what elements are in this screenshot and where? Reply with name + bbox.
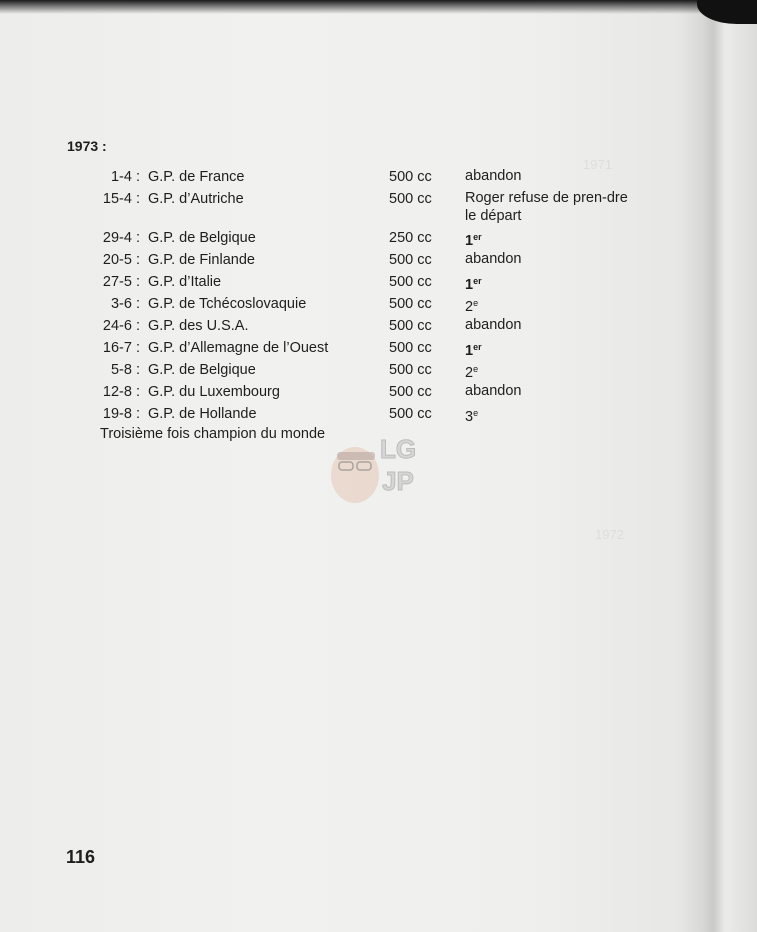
race-outcome-value: Roger refuse de pren-dre le départ (465, 190, 628, 224)
race-outcome (465, 383, 630, 401)
race-outcome (465, 405, 630, 427)
engine-class: 500 cc (389, 384, 432, 400)
race-result-row (0, 227, 680, 249)
grand-prix-name: G.P. de Finlande (148, 252, 255, 268)
page-gutter (678, 0, 757, 932)
race-result-row (0, 271, 680, 293)
page-number: 116 (66, 847, 96, 867)
race-date: 29-4 : (102, 230, 140, 246)
race-date: 3-6 : (110, 296, 140, 312)
top-edge-shadow (0, 0, 757, 14)
race-date: 1-4 : (110, 169, 140, 185)
race-date: 19-8 : (102, 406, 140, 422)
race-date: 15-4 : (102, 191, 140, 207)
race-outcome-value: abandon (465, 168, 522, 184)
engine-class: 500 cc (389, 296, 432, 312)
engine-class: 500 cc (389, 318, 432, 334)
race-outcome-value: 1 (465, 343, 474, 359)
results-list (0, 166, 680, 425)
race-outcome-value: abandon (465, 383, 522, 399)
race-result-row (0, 293, 680, 315)
race-date: 16-7 : (102, 340, 140, 356)
race-outcome-value: 2 (465, 365, 474, 381)
ordinal-suffix: er (473, 276, 482, 286)
race-result-row (0, 315, 680, 337)
grand-prix-name: G.P. de France (148, 169, 245, 185)
engine-class: 500 cc (389, 362, 432, 378)
grand-prix-name: G.P. de Belgique (148, 362, 256, 378)
race-outcome (465, 251, 630, 269)
engine-class: 500 cc (389, 252, 432, 268)
race-outcome-value: 3 (465, 409, 474, 425)
grand-prix-name: G.P. de Tchécoslovaquie (148, 296, 307, 312)
race-result-row (0, 381, 680, 403)
race-date: 27-5 : (102, 274, 140, 290)
race-outcome-value: abandon (465, 317, 522, 333)
engine-class: 500 cc (389, 169, 432, 185)
engine-class: 500 cc (389, 406, 432, 422)
race-result-row (0, 166, 680, 188)
championship-note: Troisième fois champion du monde (100, 426, 326, 442)
race-date: 20-5 : (102, 252, 140, 268)
grand-prix-name: G.P. de Hollande (148, 406, 257, 422)
grand-prix-name: G.P. d’Autriche (148, 191, 244, 207)
race-result-row (0, 188, 680, 227)
race-outcome-value: 1 (465, 277, 474, 293)
race-result-row (0, 403, 680, 425)
ordinal-suffix: er (473, 232, 482, 242)
race-date: 24-6 : (102, 318, 140, 334)
svg-text:LG: LG (379, 434, 417, 464)
engine-class: 500 cc (389, 191, 432, 207)
engine-class: 250 cc (389, 230, 432, 246)
race-outcome-value: 1 (465, 233, 474, 249)
ordinal-suffix: e (473, 364, 479, 374)
race-outcome (465, 295, 630, 317)
race-outcome-value: abandon (465, 251, 522, 267)
race-outcome (465, 229, 630, 251)
race-result-row (0, 337, 680, 359)
book-page: 1973 : 1-4 : G.P. de France 500 cc abandon 15-4 : G.P. d’Autriche 500 cc Roger refuse de pren-dre le départ 29-4 : G.P. de Belgique 250 cc 1er 20-5 : G.P. de Finlande 500 cc abandon 27-5 : G.P. d’Italie 500 cc 1er 3-6 : G.P. de Tchécoslovaquie 500 cc 2e 24-6 : G.P. des U.S.A. 500 cc abandon 16-7 : G.P. d’Allemagne de l’Ouest 500 cc 1er 5-8 : G.P. de Belgique 500 cc 2e 12-8 : G.P. du Luxembourg 500 cc abandon 19-8 : G.P. de Hollande 500 cc 3e Troisième fois champion du monde LG JP 1971 1972 116 (0, 0, 757, 932)
race-outcome (465, 317, 630, 335)
grand-prix-name: G.P. des U.S.A. (148, 318, 249, 334)
race-outcome (465, 190, 630, 225)
grand-prix-name: G.P. du Luxembourg (148, 384, 280, 400)
race-result-row (0, 249, 680, 271)
race-outcome-value: 2 (465, 299, 474, 315)
race-date: 5-8 : (110, 362, 140, 378)
grand-prix-name: G.P. de Belgique (148, 230, 256, 246)
ordinal-suffix: e (473, 298, 479, 308)
watermark-logo (330, 430, 430, 505)
race-result-row (0, 359, 680, 381)
race-outcome (465, 273, 630, 295)
ordinal-suffix: e (473, 408, 479, 418)
engine-class: 500 cc (389, 340, 432, 356)
race-date: 12-8 : (102, 384, 140, 400)
grand-prix-name: G.P. d’Italie (148, 274, 222, 290)
race-outcome (465, 361, 630, 383)
ordinal-suffix: er (473, 342, 482, 352)
svg-text:JP: JP (382, 466, 414, 496)
year-heading: 1973 : (67, 138, 107, 154)
grand-prix-name: G.P. d’Allemagne de l’Ouest (148, 340, 329, 356)
race-outcome (465, 339, 630, 361)
engine-class: 500 cc (389, 274, 432, 290)
